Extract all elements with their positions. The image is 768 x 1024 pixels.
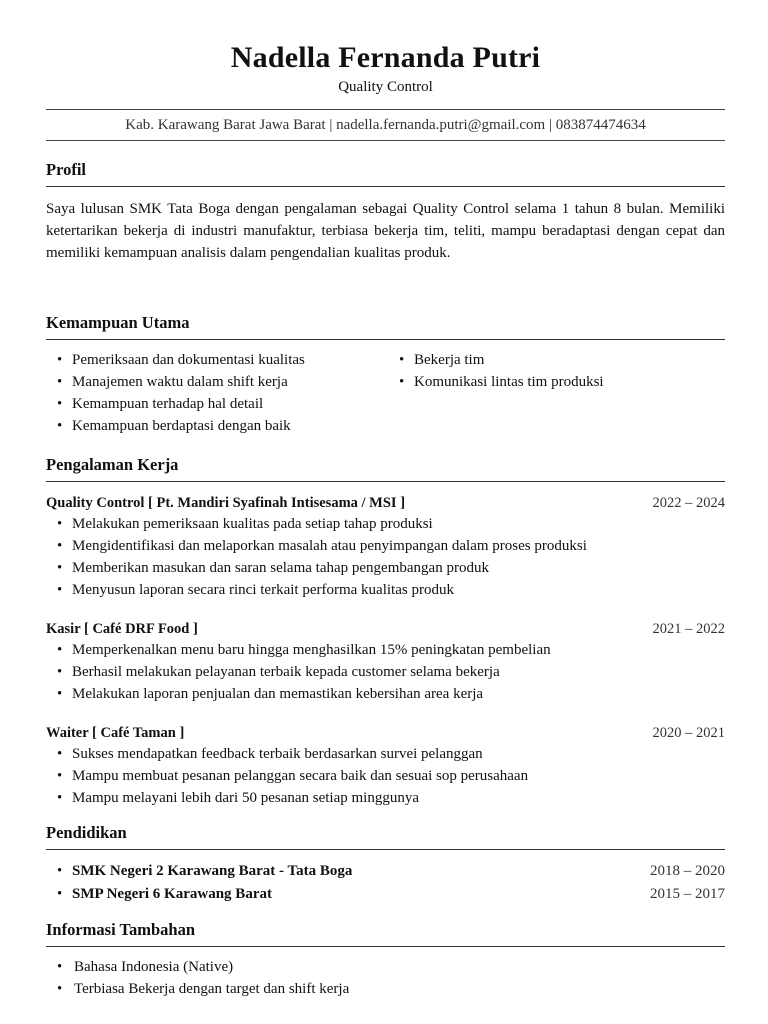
education-item xyxy=(46,883,725,906)
list-item: • Melakukan pemeriksaan kualitas pada setiap tahap produksi xyxy=(46,513,725,535)
list-item: • Komunikasi lintas tim produksi xyxy=(388,371,718,393)
job-years: 2022 – 2024 xyxy=(652,495,725,511)
list-item: • Mengidentifikasi dan melaporkan masalah atau penyimpangan dalam proses produksi xyxy=(46,535,725,557)
candidate-name: Nadella Fernanda Putri xyxy=(230,41,541,74)
list-item: • Terbiasa Bekerja dengan target dan shift kerja xyxy=(46,978,725,1000)
list-item: • Pemeriksaan dan dokumentasi kualitas xyxy=(46,349,388,371)
profil-text: Saya lulusan SMK Tata Boga dengan pengalaman sebagai Quality Control selama 1 tahun 8 bulan. Memiliki ketertarikan bekerja di industri manufaktur, terbiasa bekerja tim, teliti, mampu beradaptasi dengan cepat dan memiliki kemampuan analisis dalam pengendalian kualitas produk. xyxy=(46,201,725,261)
skills-columns xyxy=(46,349,725,437)
job-years: 2021 – 2022 xyxy=(652,621,725,637)
section-title-skills: Kemampuan Utama xyxy=(46,313,190,332)
skills-column-1 xyxy=(46,349,388,437)
job-duties xyxy=(46,639,725,705)
job-title: Kasir [ Café DRF Food ] xyxy=(46,621,198,637)
list-item: • Berhasil melakukan pelayanan terbaik kepada customer selama bekerja xyxy=(46,661,725,683)
list-item: • Melakukan laporan penjualan dan memastikan kebersihan area kerja xyxy=(46,683,725,705)
list-item: • Sukses mendapatkan feedback terbaik berdasarkan survei pelanggan xyxy=(46,743,725,765)
list-item: • Bahasa Indonesia (Native) xyxy=(46,956,725,978)
section-divider xyxy=(46,339,725,340)
job-header xyxy=(46,619,725,639)
skills-section xyxy=(46,313,725,437)
section-title-experience: Pengalaman Kerja xyxy=(46,455,179,474)
education-item xyxy=(46,860,725,883)
job-entry xyxy=(46,493,725,601)
education-years: 2018 – 2020 xyxy=(650,863,725,879)
section-divider xyxy=(46,186,725,187)
header-divider-bottom xyxy=(46,140,725,141)
job-title: Quality Control [ Pt. Mandiri Syafinah Intisesama / MSI ] xyxy=(46,495,406,511)
job-entry xyxy=(46,723,725,809)
section-divider xyxy=(46,849,725,850)
job-title: Waiter [ Café Taman ] xyxy=(46,725,185,741)
profil-section xyxy=(46,160,725,264)
education-school: • SMP Negeri 6 Karawang Barat xyxy=(72,886,272,902)
list-item: • Menyusun laporan secara rinci terkait performa kualitas produk xyxy=(46,579,725,601)
candidate-role: Quality Control xyxy=(338,79,433,95)
section-title-profil: Profil xyxy=(46,160,87,179)
education-section xyxy=(46,823,725,906)
job-entry xyxy=(46,619,725,705)
section-title-education: Pendidikan xyxy=(46,823,127,842)
experience-section xyxy=(46,455,725,809)
list-item: • Kemampuan berdaptasi dengan baik xyxy=(46,415,388,437)
job-header xyxy=(46,493,725,513)
job-header xyxy=(46,723,725,743)
extra-section xyxy=(46,920,725,1000)
job-duties xyxy=(46,743,725,809)
section-title-extra: Informasi Tambahan xyxy=(46,920,196,939)
list-item: • Memperkenalkan menu baru hingga menghasilkan 15% peningkatan pembelian xyxy=(46,639,725,661)
list-item: • Manajemen waktu dalam shift kerja xyxy=(46,371,388,393)
list-item: • Bekerja tim xyxy=(388,349,718,371)
list-item: • Memberikan masukan dan saran selama tahap pengembangan produk xyxy=(46,557,725,579)
list-item: • Mampu membuat pesanan pelanggan secara baik dan sesuai sop perusahaan xyxy=(46,765,725,787)
education-school: • SMK Negeri 2 Karawang Barat - Tata Boga xyxy=(72,863,353,879)
list-item: • Kemampuan terhadap hal detail xyxy=(46,393,388,415)
education-years: 2015 – 2017 xyxy=(650,886,725,902)
skills-column-2 xyxy=(388,349,718,437)
contact-line: Kab. Karawang Barat Jawa Barat | nadella.fernanda.putri@gmail.com | 083874474634 xyxy=(125,117,646,133)
section-divider xyxy=(46,946,725,947)
resume-page xyxy=(46,0,725,1000)
job-years: 2020 – 2021 xyxy=(652,725,725,741)
list-item: • Mampu melayani lebih dari 50 pesanan setiap minggunya xyxy=(46,787,725,809)
section-divider xyxy=(46,481,725,482)
job-duties xyxy=(46,513,725,601)
education-list xyxy=(46,860,725,906)
extra-list xyxy=(46,956,725,1000)
